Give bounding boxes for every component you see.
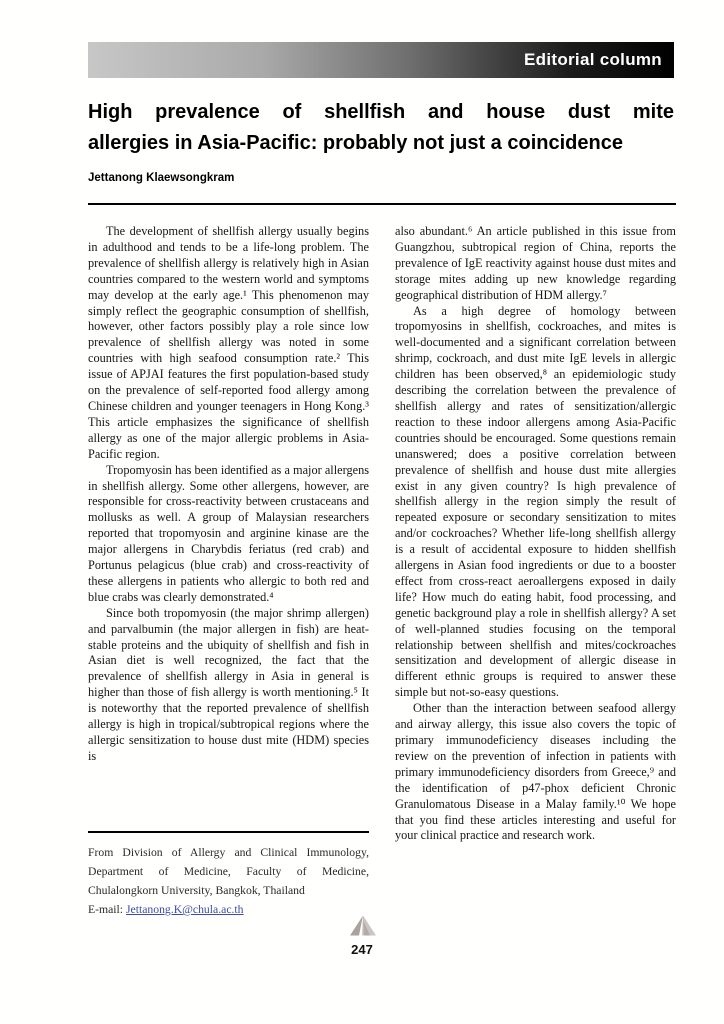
- page-footer: [0, 912, 724, 957]
- body-paragraph: also abundant.⁶ An article published in this issue from Guangzhou, subtropical region of China, reports the prevalence of IgE reactivity against house dust mites and storage mites adding up new knowledge regarding geographical distribution of HDM allergy.⁷: [395, 224, 676, 302]
- article-body: [88, 224, 676, 920]
- body-paragraph: The development of shellfish allergy usually begins in adulthood and tends to be a life-long problem. The prevalence of shellfish allergy is relatively high in Asian countries compared to the western world and symptoms may develop at the early age.¹ This phenomenon may simply reflect the geographic consumption of shellfish, however, other factors possibly play a role since low prevalence of shellfish allergy was noted in some countries with high seafood consumption rate.² This issue of APJAI features the first population-based study on the prevalence of self-reported food allergy among Chinese children and younger teenagers in Hong Kong.³ This article emphasizes the significance of shellfish allergy as one of the major allergic problems in Asia-Pacific region.: [88, 224, 369, 461]
- body-paragraph: Tropomyosin has been identified as a major allergens in shellfish allergy. Some other allergens, however, are responsible for cross-reactivity between crustaceans and mollusks as well. A group of Malaysian researchers reported that tropomyosin and arginine kinase are the major allergens in Charybdis feriatus (red crab) and Portunus pelagicus (blue crab) and cross-reactivity of these allergens in patients who allergic to both red and blue crabs was clearly demonstrated.⁴: [88, 462, 369, 604]
- author-name: Jettanong Klaewsongkram: [88, 172, 235, 184]
- section-banner: [88, 42, 674, 78]
- right-column: [395, 224, 676, 920]
- email-link[interactable]: Jettanong.K@chula.ac.th: [125, 903, 244, 917]
- section-banner-label: Editorial column: [524, 50, 662, 69]
- header-divider: [88, 203, 676, 205]
- article-title: [88, 97, 674, 159]
- body-paragraph: Other than the interaction between seafood allergy and airway allergy, this issue also covers the topic of primary immunodeficiency diseases including the review on the prevention of infection in patients with primary immunodeficiency disorders from Greece,⁹ and the identification of p47-phox deficient Chronic Granulomatous Disease in a Malay family.¹⁰ We hope that you find these articles interesting and useful for your clinical practice and research work.: [395, 701, 676, 843]
- email-label: E-mail:: [88, 903, 126, 917]
- footnote-block: [88, 831, 369, 920]
- article-title-line-1: High prevalence of shellfish and house dust mite: [88, 101, 674, 123]
- page-number: 247: [351, 942, 373, 957]
- body-paragraph: Since both tropomyosin (the major shrimp allergen) and parvalbumin (the major allergen in fish) are heat-stable proteins and the ubiquity of shellfish and fish in Asian diet is well recognized, the fact that the prevalence of shellfish allergy in Asia in general is higher than those of fish allergy is worth mentioning.⁵ It is noteworthy that the reported prevalence of shellfish allergy is high in tropical/subtropical regions where the allergic sensitization to house dust mite (HDM) species is: [88, 605, 369, 763]
- left-column: [88, 224, 369, 920]
- author-affiliation: From Division of Allergy and Clinical Immunology, Department of Medicine, Faculty of Medicine, Chulalongkorn University, Bangkok, Thailand: [88, 846, 369, 898]
- footnote-divider: [88, 831, 369, 833]
- journal-logo-icon: [346, 912, 378, 939]
- article-title-line-2: allergies in Asia-Pacific: probably not just a coincidence: [88, 132, 623, 154]
- body-paragraph: As a high degree of homology between tropomyosins in shellfish, cockroaches, and mites is well-documented and a significant correlation between shrimp, cockroach, and dust mite IgE levels in allergic children has been observed,⁸ an epidemiologic study describing the correlation between the prevalence of shellfish allergy and rates of sensitization/allergic reaction to these indoor allergens among Asia-Pacific countries should be encouraged. Some questions remain unanswered; does a positive correlation between prevalence of shellfish and house dust mite allergies exist in any given country? Is high prevalence of shellfish allergy in the region simply the result of repeated exposure or secondary sensitization to mites and/or cockroaches? Whether life-long shellfish allergy is a result of accidental exposure to hidden shellfish allergens in Asian food ingredients or due to a booster effect from cross-react aeroallergens exposed in daily life? How much do eating habit, food processing, and genetic background play a role in shellfish allergy? A set of well-planned studies focusing on the temporal relationship between shellfish and mites/cockroaches sensitization and development of allergic disease in different ethnic groups is required to answer these simple but not-so-easy questions.: [395, 303, 676, 700]
